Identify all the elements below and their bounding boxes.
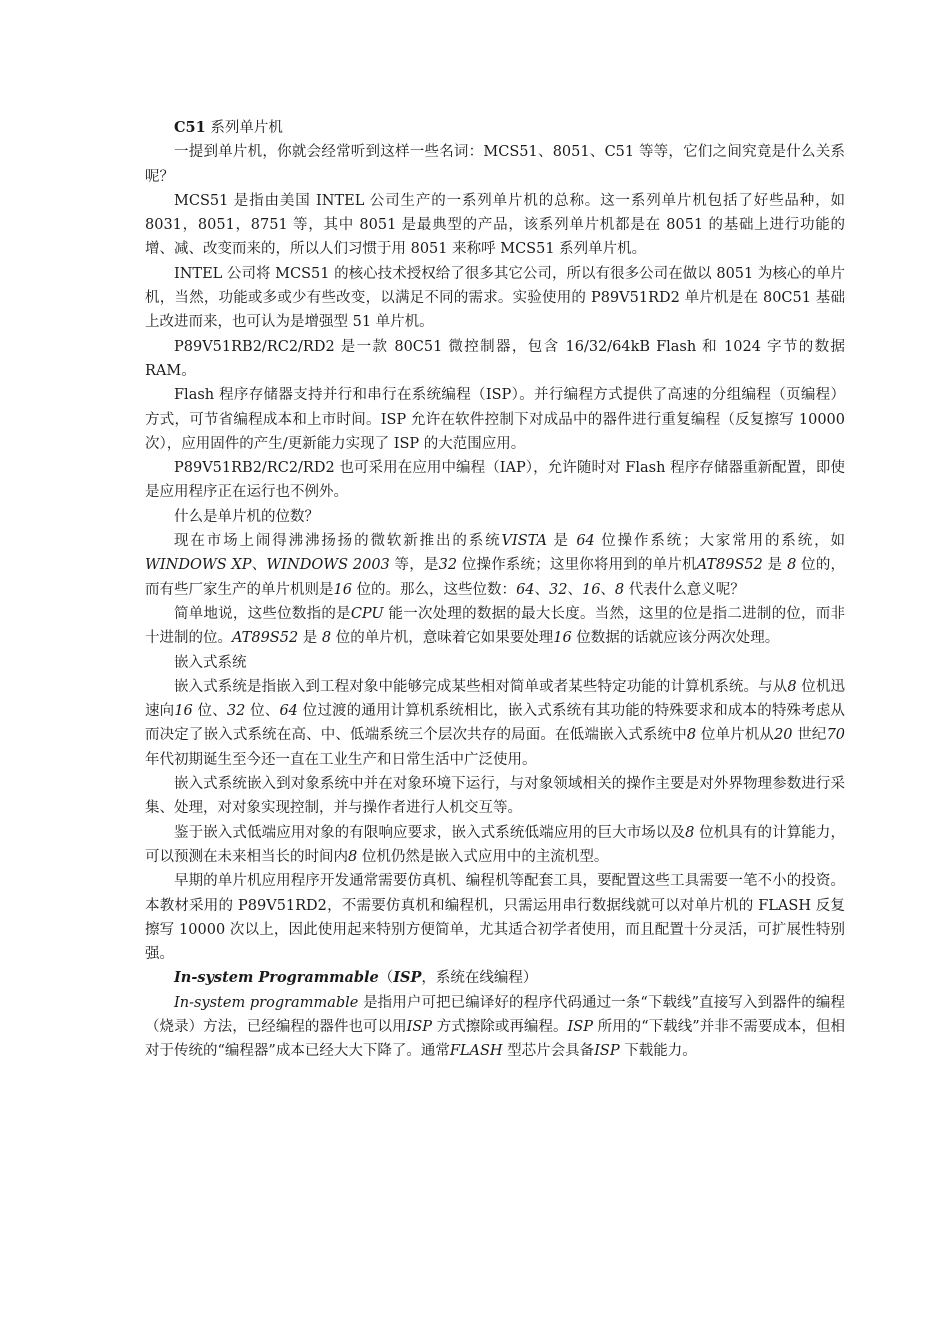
p7-text-6: 位操作系统；这里你将用到的单片机 <box>457 557 697 574</box>
p7-text-7: 是 <box>762 557 788 574</box>
p9-italic-4: 64 <box>279 703 298 720</box>
p7-text-2: 是 <box>546 533 577 550</box>
p7-italic-10: 32 <box>549 581 568 598</box>
p9-text-5: 位过渡的通用计算机系统相比，嵌入式系统有其功能的特殊要求和成本的特殊考虑从而决定了嵌入式系统在高、中、低端系统三个层次共存的局面。在低端嵌入式系统中 <box>145 703 846 744</box>
p7-text-8: 位的，而有些厂家生产的单片机则是 <box>145 557 846 598</box>
p9-italic-2: 16 <box>174 703 193 720</box>
paragraph-2: MCS51 是指由美国 INTEL 公司生产的一系列单片机的总称。这一系列单片机包括了好些品种，如 8031，8051，8751 等，其中 8051 是最典型的产品，该系列单片机都是在 8051 的基础上进行功能的增、减、改变而来的，所以人们习惯于用 8051 来称呼 MCS51 系列单片机。 <box>145 192 845 258</box>
p13-italic-1: In-system programmable <box>174 994 359 1011</box>
p11-text-3: 位机仍然是嵌入式应用中的主流机型。 <box>357 848 609 865</box>
p7-italic-5: 32 <box>438 557 458 574</box>
p8-text-4: 位的单片机，意味着它如果要处理 <box>331 630 554 647</box>
p13-italic-3: ISP <box>567 1018 593 1035</box>
p9-text-2: 位机迅速向 <box>145 678 845 720</box>
isp-heading-abbr: ISP <box>393 969 422 987</box>
p7-text-1: 现在市场上闹得沸沸扬扬的微软新推出的系统 <box>174 533 502 550</box>
p7-italic-4: WINDOWS 2003 <box>266 557 390 574</box>
p9-italic-5: 8 <box>686 727 697 744</box>
p13-text-2: 方式擦除或再编程。 <box>432 1018 568 1035</box>
p7-italic-12: 8 <box>614 581 625 598</box>
p9-italic-3: 32 <box>226 703 246 720</box>
p7-text-10: 、 <box>534 581 550 598</box>
p7-text-4: 、 <box>251 557 267 574</box>
p7-text-5: 等，是 <box>389 557 439 574</box>
paragraph-5: Flash 程序存储器支持并行和串行在系统编程（ISP）。并行编程方式提供了高速的分组编程（页编程）方式，可节省编程成本和上市时间。ISP 允许在软件控制下对成品中的器件进行重复编程（反复擦写 10000 次），应用固件的产生/更新能力实现了 ISP 的大范围应用。 <box>145 387 845 452</box>
document-page <box>145 116 845 1064</box>
p7-text-12: 、 <box>600 581 615 598</box>
p7-text-11: 、 <box>567 581 582 598</box>
paragraph-7 <box>145 529 845 602</box>
p7-italic-3: WINDOWS XP <box>145 557 252 574</box>
p13-text-3: 所用的“下载线”并非不需要成本，但相对于传统的“编程器”成本已经大大下降了。通常 <box>145 1018 846 1060</box>
p9-text-1: 嵌入式系统是指嵌入到工程对象中能够完成某些相对简单或者某些特定功能的计算机系统。与从 <box>174 678 788 695</box>
doc-title <box>145 116 845 140</box>
section-heading-isp <box>145 966 845 990</box>
paragraph-8 <box>145 602 845 651</box>
paragraph-6: P89V51RB2/RC2/RD2 也可采用在应用中编程（IAP），允许随时对 Flash 程序存储器重新配置，即使是应用程序正在运行也不例外。 <box>145 460 845 501</box>
p11-italic-2: 8 <box>348 848 358 865</box>
p8-italic-3: 8 <box>321 630 332 647</box>
p7-italic-7: 8 <box>787 557 797 574</box>
isp-heading-paren-open: （ <box>378 970 394 987</box>
doc-title-bold: C51 <box>174 119 206 136</box>
p11-italic-1: 8 <box>685 824 695 841</box>
isp-heading-rest: ，系统在线编程） <box>421 970 538 987</box>
p13-text-1: 是指用户可把已编译好的程序代码通过一条“下载线”直接写入到器件的编程（烧录）方法，已经编程的器件也可以用 <box>145 994 845 1035</box>
p9-text-4: 位、 <box>245 703 280 720</box>
paragraph-10: 嵌入式系统嵌入到对象系统中并在对象环境下运行，与对象领域相关的操作主要是对外界物理参数进行采集、处理，对对象实现控制，并与操作者进行人机交互等。 <box>145 776 845 817</box>
p9-italic-6: 20 <box>774 727 793 744</box>
p9-italic-1: 8 <box>787 678 797 695</box>
section-heading-bits: 什么是单片机的位数？ <box>174 508 319 525</box>
paragraph-13 <box>145 991 845 1064</box>
p13-italic-5: ISP <box>594 1043 620 1060</box>
paragraph-11 <box>145 821 845 870</box>
p13-text-4: 型芯片会具备 <box>502 1043 595 1060</box>
p8-italic-1: CPU <box>350 605 384 622</box>
p7-italic-2: 64 <box>576 533 595 550</box>
p11-text-1: 鉴于嵌入式低端应用对象的有限响应要求，嵌入式系统低端应用的巨大市场以及 <box>174 824 686 841</box>
p13-italic-4: FLASH <box>449 1043 503 1060</box>
p13-italic-2: ISP <box>406 1018 433 1035</box>
p8-text-3: 是 <box>298 630 322 647</box>
p9-text-3: 位、 <box>192 703 227 720</box>
paragraph-3: INTEL 公司将 MCS51 的核心技术授权给了很多其它公司，所以有很多公司在做以 8051 为核心的单片机，当然，功能或多或少有些改变，以满足不同的需求。实验使用的 P89V51RD2 单片机是在 80C51 基础上改进而来，也可认为是增强型 51 单片机。 <box>145 265 845 331</box>
paragraph-9 <box>145 675 845 772</box>
p8-italic-4: 16 <box>553 630 572 647</box>
p7-text-9: 位的。那么，这些位数： <box>351 581 517 598</box>
p7-italic-6: AT89S52 <box>696 557 763 574</box>
p7-text-3: 位操作系统；大家常用的系统，如 <box>594 533 846 550</box>
p9-text-6: 位单片机从 <box>696 727 775 744</box>
p8-text-1: 简单地说，这些位数指的是 <box>174 605 351 622</box>
paragraph-12: 早期的单片机应用程序开发通常需要仿真机、编程机等配套工具，要配置这些工具需要一笔不小的投资。本教材采用的 P89V51RD2，不需要仿真机和编程机，只需运用串行数据线就可以对单片机的 FLASH 反复擦写 10000 次以上，因此使用起来特别方便简单，尤其适合初学者使用，而且配置十分灵活，可扩展性特别强。 <box>145 873 845 963</box>
paragraph-1: 一提到单片机，你就会经常听到这样一些名词：MCS51、8051、C51 等等，它们之间究竟是什么关系呢？ <box>145 144 845 185</box>
p7-italic-8: 16 <box>333 581 352 598</box>
p8-italic-2: AT89S52 <box>232 630 299 647</box>
p9-text-7: 世纪 <box>792 727 827 744</box>
p7-italic-1: VISTA <box>501 533 547 550</box>
p8-text-2: 能一次处理的数据的最大长度。当然，这里的位是指二进制的位，而非十进制的位。 <box>145 605 846 647</box>
p8-text-5: 位数据的话就应该分两次处理。 <box>571 630 780 647</box>
p7-italic-9: 64 <box>516 581 535 598</box>
p13-text-5: 下载能力。 <box>619 1043 697 1060</box>
section-heading-embedded: 嵌入式系统 <box>174 654 247 671</box>
p7-text-13: 代表什么意义呢？ <box>624 581 745 598</box>
paragraph-4: P89V51RB2/RC2/RD2 是一款 80C51 微控制器，包含 16/32/64kB Flash 和 1024 字节的数据 RAM。 <box>145 338 845 379</box>
doc-title-rest: 系列单片机 <box>205 120 283 136</box>
isp-heading-term: In-system Programmable <box>174 969 379 987</box>
p9-text-8: 年代初期诞生至今还一直在工业生产和日常生活中广泛使用。 <box>145 751 537 768</box>
p9-italic-7: 70 <box>826 727 846 744</box>
p11-text-2: 位机具有的计算能力，可以预测在未来相当长的时间内 <box>145 824 846 865</box>
p7-italic-11: 16 <box>581 581 601 598</box>
